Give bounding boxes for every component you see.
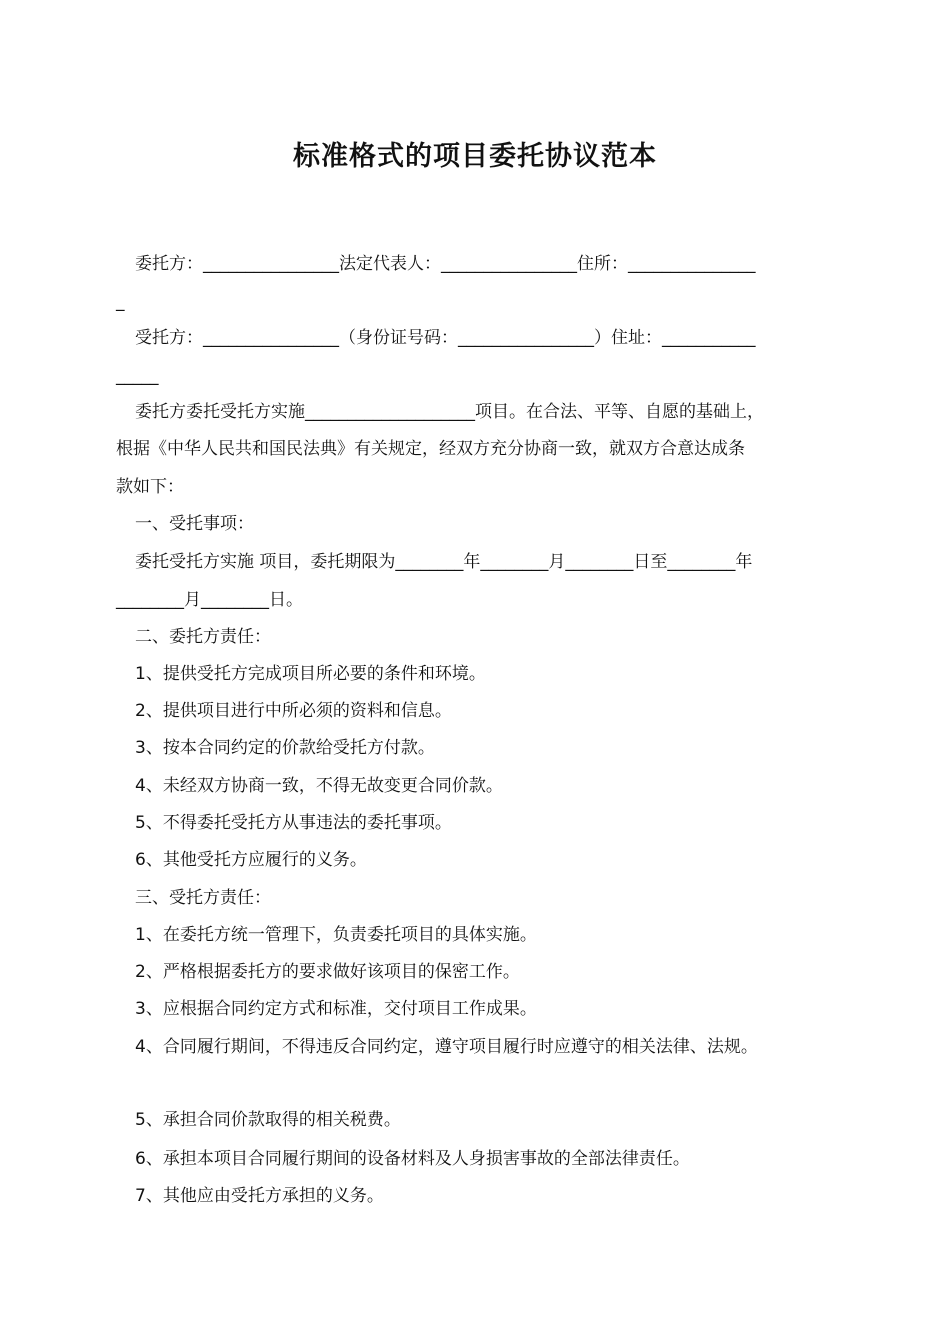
section-3-item: 4、合同履行期间，不得违反合同约定，遵守项目履行时应遵守的相关法律、法规。 [135,1037,758,1057]
intro-paragraph-line-1: 委托方委托受托方实施____________________项目。在合法、平等、自愿的基础上， [135,402,764,422]
section-3-item: 1、在委托方统一管理下，负责委托项目的具体实施。 [135,925,537,945]
document-title: 标准格式的项目委托协议范本 [293,141,657,172]
section-3-item: 2、严格根据委托方的要求做好该项目的保密工作。 [135,962,520,982]
section-3-item: 6、承担本项目合同履行期间的设备材料及人身损害事故的全部法律责任。 [135,1149,690,1169]
section-1-text-line-1: 委托受托方实施 项目，委托期限为________年________月________日至________年 [135,552,753,572]
section-1-text-line-2: ________月________日。 [116,590,303,610]
section-3-item: 7、其他应由受托方承担的义务。 [135,1186,384,1206]
agent-info-continuation: _____ [116,366,159,386]
section-2-item: 4、未经双方协商一致，不得无故变更合同价款。 [135,776,503,796]
section-2-item: 1、提供受托方完成项目所必要的条件和环境。 [135,664,486,684]
intro-paragraph-line-2: 根据《中华人民共和国民法典》有关规定，经双方充分协商一致，就双方合意达成条 [116,439,745,459]
client-info-line: 委托方：________________法定代表人：________________住所：_______________ [135,254,756,274]
section-2-item: 2、提供项目进行中所必须的资料和信息。 [135,701,452,721]
agent-info-line: 受托方：________________（身份证号码：________________）住址：___________ [135,328,756,348]
intro-paragraph-line-3: 款如下： [116,477,184,497]
section-2-item: 3、按本合同约定的价款给受托方付款。 [135,738,435,758]
section-2-heading: 二、委托方责任： [135,627,271,647]
section-3-item: 3、应根据合同约定方式和标准，交付项目工作成果。 [135,999,537,1019]
section-2-item: 6、其他受托方应履行的义务。 [135,850,367,870]
section-3-item: 5、承担合同价款取得的相关税费。 [135,1110,401,1130]
client-info-continuation: _ [116,292,125,312]
section-1-heading: 一、受托事项： [135,514,254,534]
section-3-heading: 三、受托方责任： [135,888,271,908]
section-2-item: 5、不得委托受托方从事违法的委托事项。 [135,813,452,833]
